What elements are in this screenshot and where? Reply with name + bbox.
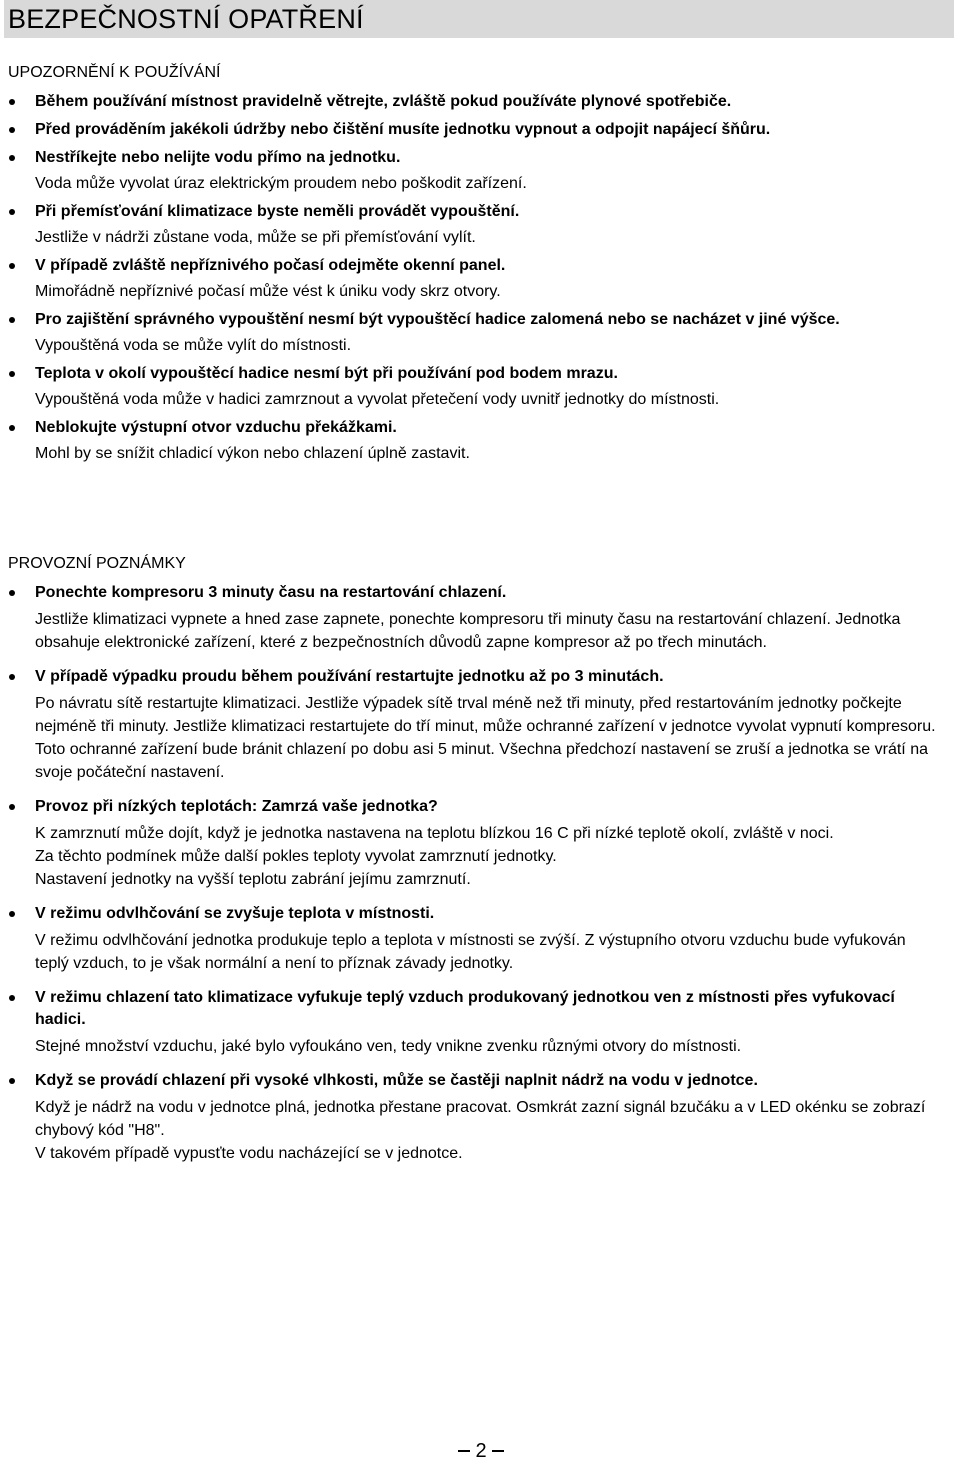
bullet-icon [9,209,15,215]
list-item [8,91,943,113]
list-item [8,1070,943,1165]
item-heading: Před prováděním jakékoli údržby nebo čištění musíte jednotku vypnout a odpojit napájecí šňůru. [35,121,771,138]
item-heading: Při přemísťování klimatizace byste neměli provádět vypouštění. [35,203,520,220]
item-list [8,91,943,465]
list-item [8,147,943,195]
bullet-icon [9,155,15,161]
list-item [8,582,943,654]
item-description: Vypouštěná voda může v hadici zamrznout a vyvolat přetečení vody uvnitř jednotky do místnosti. [35,391,720,408]
list-item [8,201,943,249]
bullet-icon [9,127,15,133]
bullet-icon [9,371,15,377]
bullet-icon [9,674,15,680]
item-description: Voda může vyvolat úraz elektrickým proudem nebo poškodit zařízení. [35,175,527,192]
item-description: Po návratu sítě restartujte klimatizaci. Jestliže výpadek sítě trval méně než tři minuty, před restartováním jednotky počkejte nejméně tři minuty. Jestliže klimatizaci restartujete do tří minut, může ochranné zařízení v jednotce vyvolat vypnutí kompresoru. Toto ochranné zařízení bude bránit chlazení po dobu asi 5 minut. Všechna předchozí nastavení se zruší a jednotka se vrátí na svoje počáteční nastavení. [35,695,936,781]
item-heading: Nestříkejte nebo nelijte vodu přímo na jednotku. [35,149,401,166]
list-item [8,987,943,1058]
item-description: Mimořádně nepříznivé počasí může vést k úniku vody skrz otvory. [35,283,501,300]
bullet-icon [9,263,15,269]
list-item [8,903,943,975]
item-list [8,582,943,1165]
item-heading: Když se provádí chlazení při vysoké vlhkosti, může se častěji naplnit nádrž na vodu v jednotce. [35,1072,758,1089]
item-heading: Ponechte kompresoru 3 minuty času na restartování chlazení. [35,584,507,601]
bullet-icon [9,911,15,917]
section-operating-notes [8,554,943,1177]
item-description: Mohl by se snížit chladicí výkon nebo chlazení úplně zastavit. [35,445,470,462]
item-heading: Pro zajištění správného vypouštění nesmí být vypouštěcí hadice zalomená nebo se nacházet v jiné výšce. [35,311,840,328]
item-description: Jestliže v nádrži zůstane voda, může se při přemísťování vylít. [35,229,476,246]
dash-left [458,1450,470,1452]
item-description: V režimu odvlhčování jednotka produkuje teplo a teplota v místnosti se zvýší. Z výstupního otvoru vzduchu bude vyfukován teplý vzduch, to je však normální a není to příznak závady jednotky. [35,932,906,972]
list-item [8,255,943,303]
item-heading: V případě výpadku proudu během používání restartujte jednotku až po 3 minutách. [35,668,664,685]
section-usage-warnings [8,63,943,471]
item-heading: V režimu chlazení tato klimatizace vyfukuje teplý vzduch produkovaný jednotkou ven z místnosti přes vyfukovací hadici. [35,989,895,1028]
item-heading: Teplota v okolí vypouštěcí hadice nesmí být při používání pod bodem mrazu. [35,365,618,382]
item-description: K zamrznutí může dojít, když je jednotka nastavena na teplotu blízkou 16 C při nízké teplotě okolí, zvláště v noci. Za těchto podmínek může další pokles teploty vyvolat zamrznutí jednotky. Nastavení jednotky na vyšší teplotu zabrání jejímu zamrznutí. [35,825,834,888]
list-item [8,363,943,411]
list-item [8,796,943,891]
list-item [8,417,943,465]
item-description: Vypouštěná voda se může vylít do místnosti. [35,337,352,354]
item-heading: V případě zvláště nepříznivého počasí odejměte okenní panel. [35,257,506,274]
bullet-icon [9,590,15,596]
list-item [8,309,943,357]
page-title: BEZPEČNOSTNÍ OPATŘENÍ [8,4,364,34]
dash-right [492,1450,504,1452]
page-number-value: 2 [475,1439,487,1462]
section-title: PROVOZNÍ POZNÁMKY [8,555,186,572]
bullet-icon [9,317,15,323]
page-number [456,1438,506,1464]
item-description: Stejné množství vzduchu, jaké bylo vyfoukáno ven, tedy vnikne zvenku různými otvory do místnosti. [35,1038,742,1055]
item-heading: Provoz při nízkých teplotách: Zamrzá vaše jednotka? [35,798,438,815]
item-description: Jestliže klimatizaci vypnete a hned zase zapnete, ponechte kompresoru tři minuty času na restartování chlazení. Jednotka obsahuje elektronické zařízení, které z bezpečnostních důvodů zapne kompresor až po třech minutách. [35,611,901,651]
list-item [8,119,943,141]
item-description: Když je nádrž na vodu v jednotce plná, jednotka přestane pracovat. Osmkrát zazní signál bzučáku a v LED okénku se zobrazí chybový kód "H8". V takovém případě vypusťte vodu nacházející se v jednotce. [35,1099,926,1162]
bullet-icon [9,804,15,810]
section-title: UPOZORNĚNÍ K POUŽÍVÁNÍ [8,64,221,81]
item-heading: Během používání místnost pravidelně větrejte, zvláště pokud používáte plynové spotřebiče. [35,93,732,110]
bullet-icon [9,99,15,105]
page-header [4,0,954,38]
list-item [8,666,943,784]
item-heading: V režimu odvlhčování se zvyšuje teplota v místnosti. [35,905,435,922]
item-heading: Neblokujte výstupní otvor vzduchu překážkami. [35,419,397,436]
bullet-icon [9,995,15,1001]
bullet-icon [9,1078,15,1084]
bullet-icon [9,425,15,431]
